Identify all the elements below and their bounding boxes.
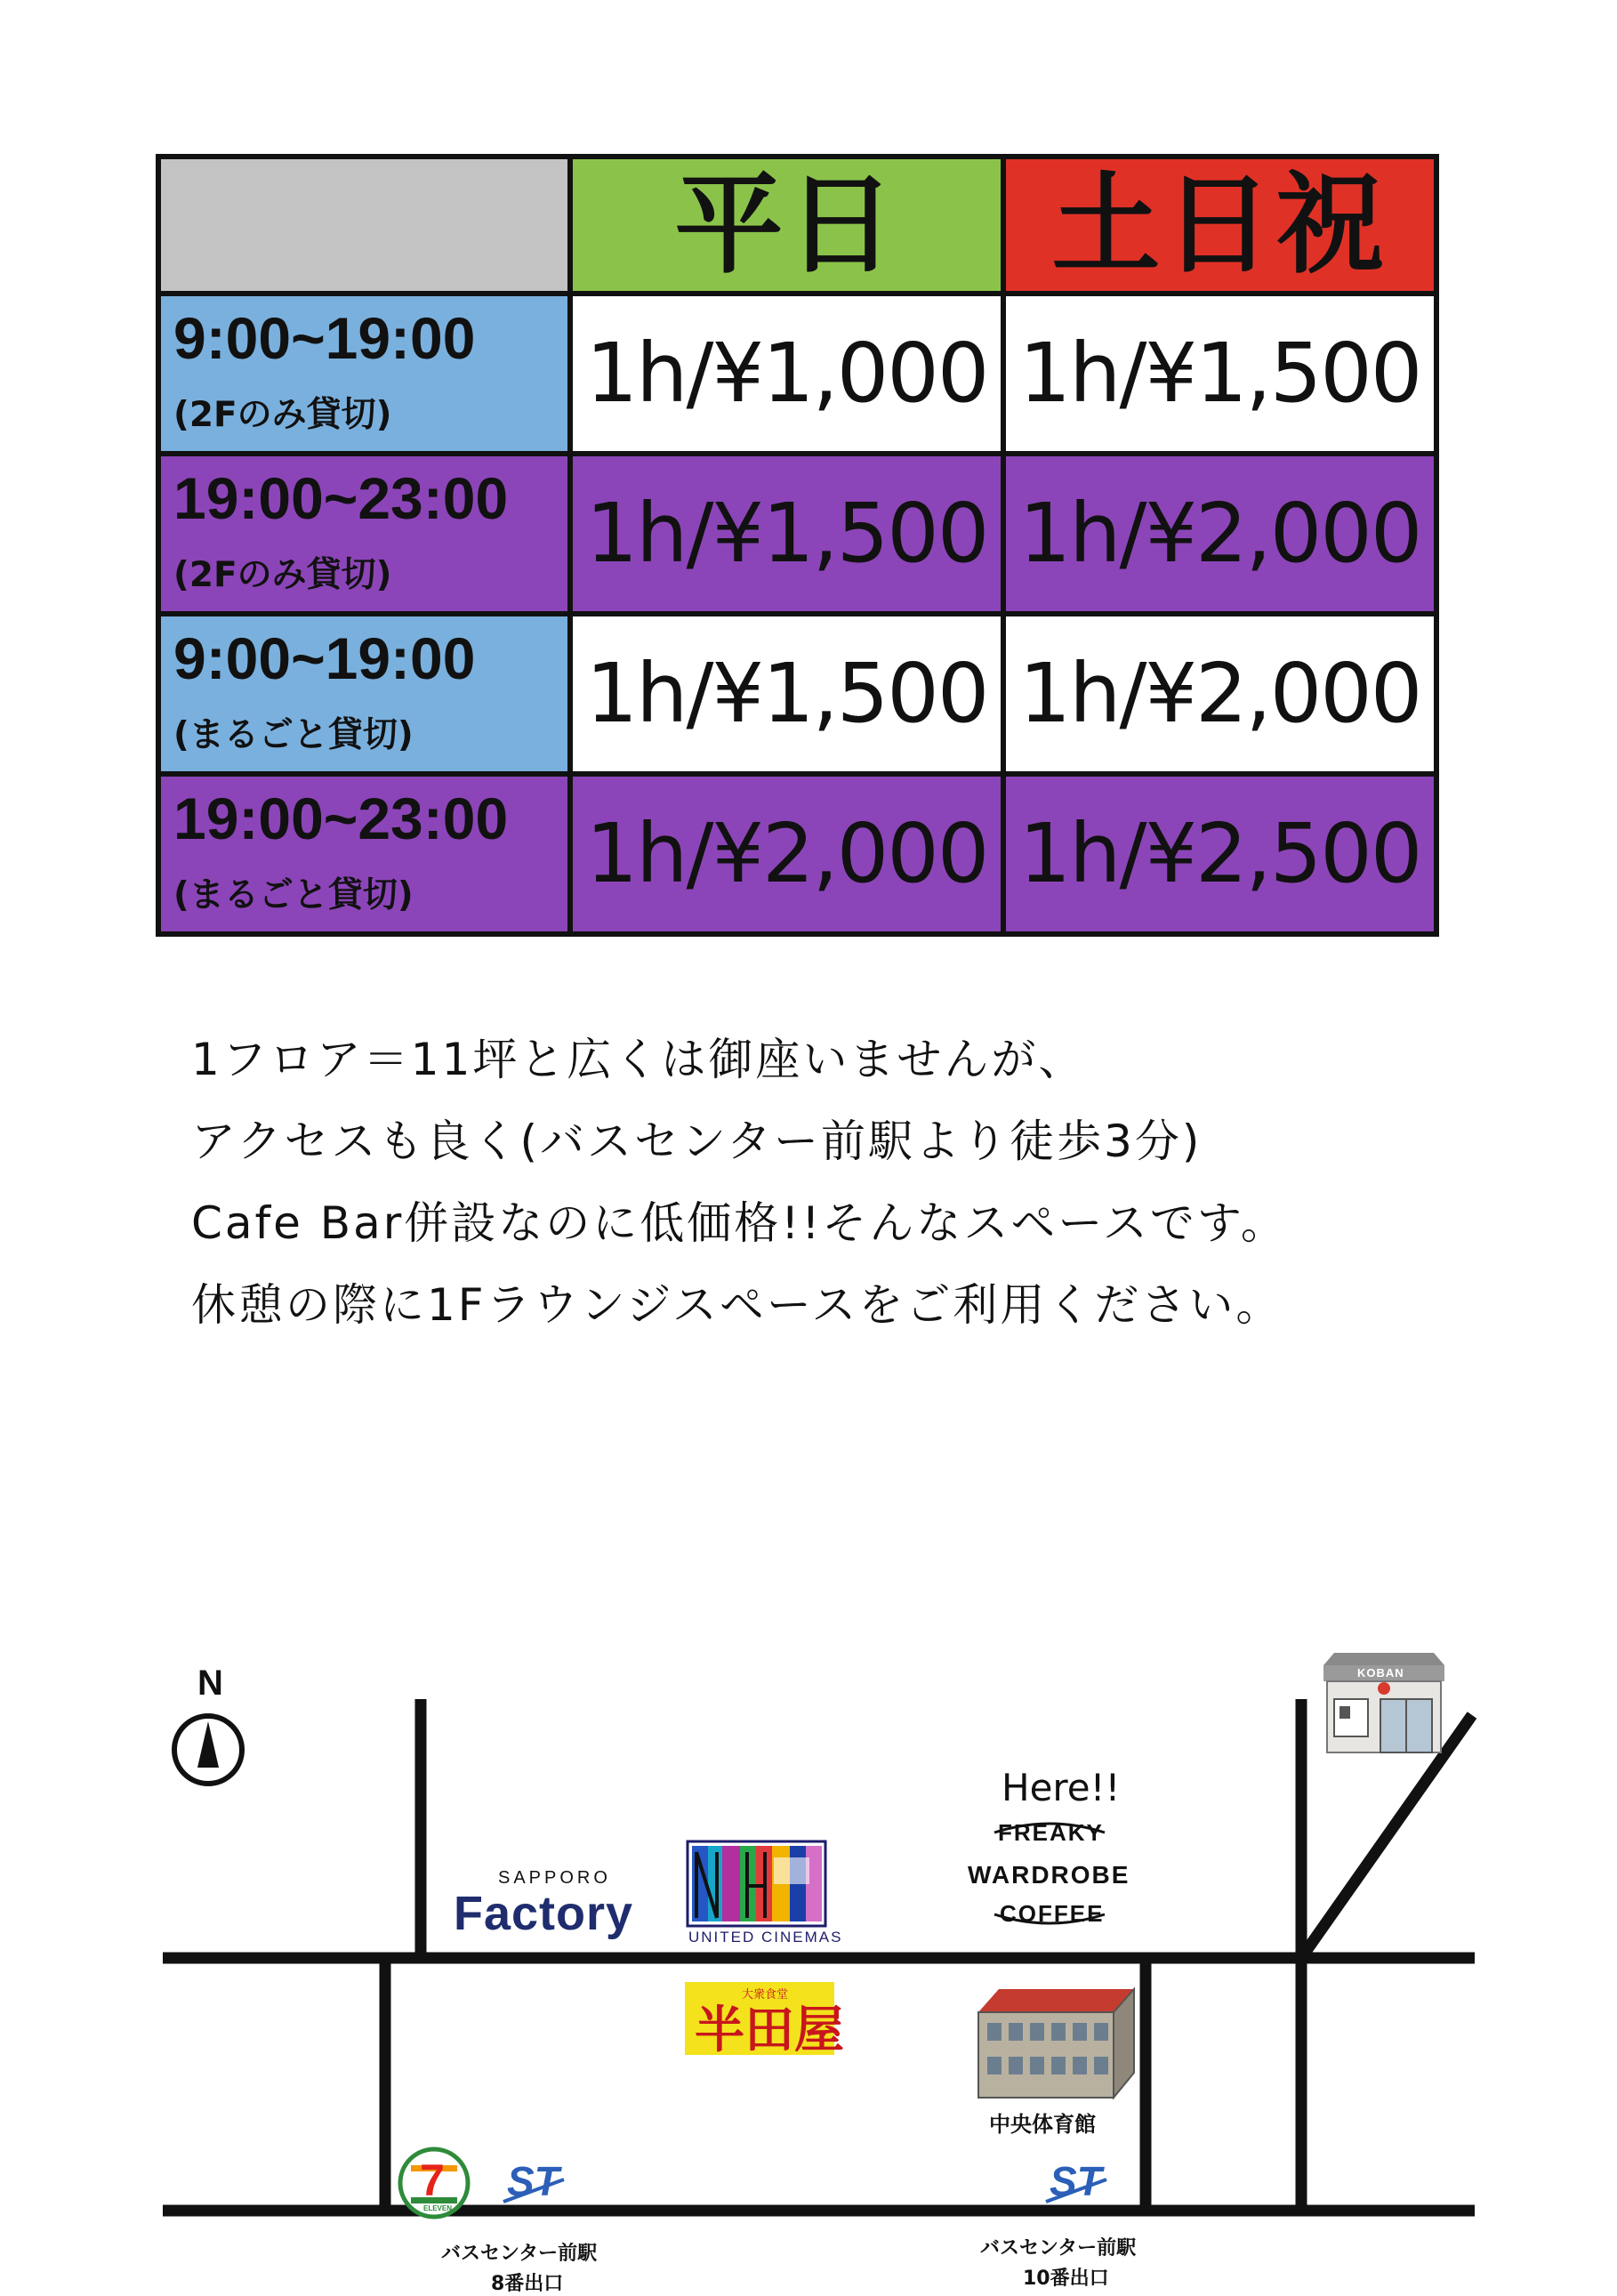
header-corner bbox=[158, 157, 570, 294]
rental-scope: (2Fのみ貸切) bbox=[173, 395, 392, 436]
price-weekend: 1h/¥2,000 bbox=[1003, 454, 1436, 614]
rental-scope: (まるごと貸切) bbox=[173, 875, 414, 916]
access-map bbox=[0, 1646, 1617, 2295]
price-weekday: 1h/¥1,500 bbox=[570, 454, 1003, 614]
subway-st-label: ST bbox=[507, 2158, 559, 2204]
table-row bbox=[158, 774, 1436, 934]
price-weekday: 1h/¥1,000 bbox=[570, 294, 1003, 454]
header-weekend: 土日祝 bbox=[1003, 157, 1436, 294]
compass-north-label: N bbox=[197, 1664, 223, 1703]
freaky-line1: FREAKY bbox=[998, 1819, 1104, 1846]
price-weekend: 1h/¥1,500 bbox=[1003, 294, 1436, 454]
exit8-station-label: バスセンター前駅 bbox=[441, 2243, 598, 2265]
description-line: 休憩の際に1Fラウンジスペースをご利用ください。 bbox=[191, 1279, 1283, 1331]
freaky-line3: COFFEE bbox=[1000, 1900, 1105, 1927]
koban-label: KOBAN bbox=[1357, 1666, 1404, 1680]
map-roads bbox=[0, 1646, 1617, 2288]
rental-scope: (まるごと貸切) bbox=[173, 715, 414, 756]
time-range: 19:00~23:00 bbox=[173, 785, 509, 852]
handaya-sub-label: 大衆食堂 bbox=[742, 1988, 789, 2002]
price-weekend: 1h/¥2,000 bbox=[1003, 614, 1436, 774]
subway-st-label: ST bbox=[1050, 2158, 1102, 2204]
table-row bbox=[158, 454, 1436, 614]
cinema-label: UNITED CINEMAS bbox=[688, 1929, 843, 1946]
handaya-label: 半田屋 bbox=[695, 2001, 844, 2059]
time-range: 9:00~19:00 bbox=[173, 625, 476, 692]
compass-icon bbox=[174, 1716, 242, 1784]
subway-st-icon bbox=[503, 2179, 1106, 2202]
price-weekday: 1h/¥1,500 bbox=[570, 614, 1003, 774]
price-weekday: 1h/¥2,000 bbox=[570, 774, 1003, 934]
exit8-number-label: 8番出口 bbox=[491, 2273, 564, 2295]
description-line: Cafe Bar併設なのに低価格!!そんなスペースです。 bbox=[191, 1197, 1288, 1249]
exit10-station-label: バスセンター前駅 bbox=[980, 2237, 1137, 2260]
description-line: 1フロア＝11坪と広くは御座いませんが、 bbox=[191, 1034, 1086, 1085]
freaky-line2: WARDROBE bbox=[968, 1861, 1130, 1889]
header-weekday: 平日 bbox=[570, 157, 1003, 294]
price-table bbox=[156, 154, 1439, 937]
description-line: アクセスも良く(バスセンター前駅より徒歩3分) bbox=[191, 1116, 1203, 1167]
factory-top-label: SAPPORO bbox=[498, 1868, 611, 1888]
description bbox=[191, 1019, 1481, 1346]
time-cell bbox=[158, 774, 570, 934]
price-weekend: 1h/¥2,500 bbox=[1003, 774, 1436, 934]
time-cell bbox=[158, 294, 570, 454]
rental-scope: (2Fのみ貸切) bbox=[173, 555, 392, 596]
time-range: 9:00~19:00 bbox=[173, 305, 476, 372]
time-cell bbox=[158, 454, 570, 614]
table-row bbox=[158, 614, 1436, 774]
exit10-number-label: 10番出口 bbox=[1023, 2268, 1109, 2290]
table-header-row bbox=[158, 157, 1436, 294]
time-cell bbox=[158, 614, 570, 774]
gymnasium-label: 中央体育館 bbox=[989, 2112, 1096, 2137]
seven-eleven-sub: ELEVEN bbox=[423, 2204, 453, 2212]
table-row bbox=[158, 294, 1436, 454]
factory-logo: Factory bbox=[454, 1887, 634, 1940]
seven-eleven-number: 7 bbox=[420, 2155, 445, 2205]
united-cinemas-logo bbox=[688, 1841, 825, 1926]
gymnasium-icon bbox=[978, 1989, 1134, 2098]
time-range: 19:00~23:00 bbox=[173, 465, 509, 532]
here-label: Here!! bbox=[1002, 1766, 1121, 1809]
